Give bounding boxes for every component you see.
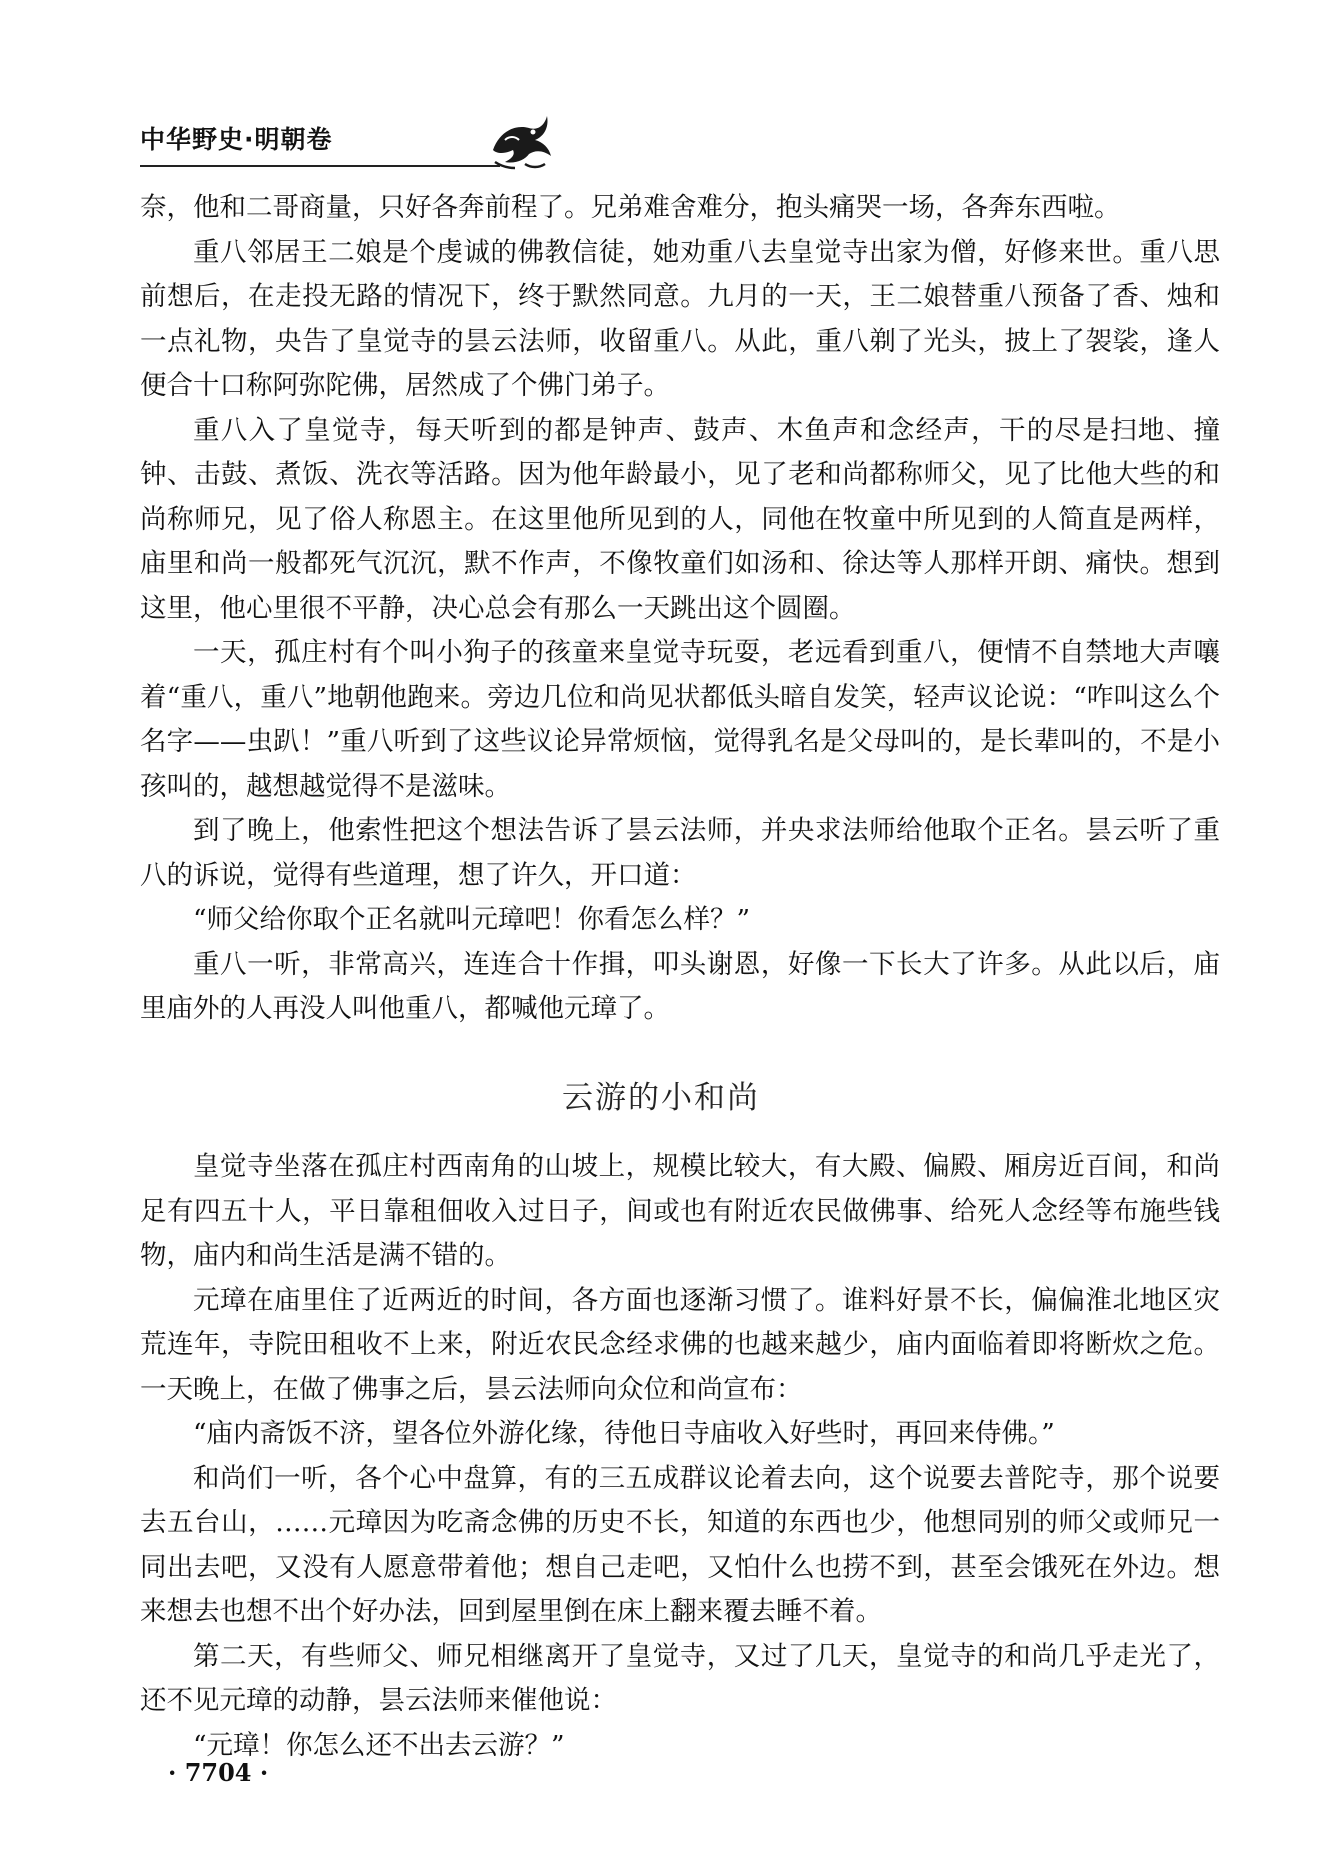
paragraph: 和尚们一听，各个心中盘算，有的三五成群议论着去向，这个说要去普陀寺，那个说要去五台山，……元璋因为吃斋念佛的历史不长，知道的东西也少，他想同别的师父或师兄一同出去吧，又没有人愿意带着他；想自己走吧，又怕什么也捞不到，甚至会饿死在外边。想来想去也想不出个好办法，回到屋里倒在床上翻来覆去睡不着。 [140, 1462, 1220, 1627]
paragraph: 重八入了皇觉寺，每天听到的都是钟声、鼓声、木鱼声和念经声，干的尽是扫地、撞钟、击鼓、煮饭、洗衣等活路。因为他年龄最小，见了老和尚都称师父，见了比他大些的和尚称师兄，见了俗人称恩主。在这里他所见到的人，同他在牧童中所见到的人简直是两样，庙里和尚一般都死气沉沉，默不作声，不像牧童们如汤和、徐达等人那样开朗、痛快。想到这里，他心里很不平静，决心总会有那么一天跳出这个圆圈。 [140, 414, 1220, 624]
paragraph: 到了晚上，他索性把这个想法告诉了昙云法师，并央求法师给他取个正名。昙云听了重八的诉说，觉得有些道理，想了许久，开口道： [140, 815, 1220, 891]
paragraph: 皇觉寺坐落在孤庄村西南角的山坡上，规模比较大，有大殿、偏殿、厢房近百间，和尚足有四五十人，平日靠租佃收入过日子，间或也有附近农民做佛事、给死人念经等布施些钱物，庙内和尚生活是满不错的。 [140, 1151, 1220, 1271]
page-header [140, 110, 560, 180]
paragraph: “师父给你取个正名就叫元璋吧！你看怎么样？” [193, 904, 751, 935]
book-title: 中华野史·明朝卷 [140, 125, 333, 154]
paragraph: 重八一听，非常高兴，连连合十作揖，叩头谢恩，好像一下长大了许多。从此以后，庙里庙外的人再没人叫他重八，都喊他元璋了。 [140, 948, 1220, 1024]
paragraph: “庙内斋饭不济，望各位外游化缘，待他日寺庙收入好些时，再回来侍佛。” [193, 1418, 1055, 1449]
paragraph: 一天，孤庄村有个叫小狗子的孩童来皇觉寺玩耍，老远看到重八，便情不自禁地大声嚷着“重八，重八”地朝他跑来。旁边几位和尚见状都低头暗自发笑，轻声议论说：“咋叫这么个名字——虫趴！”重八听到了这些议论异常烦恼，觉得乳名是父母叫的，是长辈叫的，不是小孩叫的，越想越觉得不是滋味。 [140, 637, 1220, 802]
paragraph: 重八邻居王二娘是个虔诚的佛教信徒，她劝重八去皇觉寺出家为僧，好修来世。重八思前想后，在走投无路的情况下，终于默然同意。九月的一天，王二娘替重八预备了香、烛和一点礼物，央告了皇觉寺的昙云法师，收留重八。从此，重八剃了光头，披上了袈裟，逢人便合十口称阿弥陀佛，居然成了个佛门弟子。 [140, 236, 1220, 401]
paragraph: 元璋在庙里住了近两近的时间，各方面也逐渐习惯了。谁料好景不长，偏偏淮北地区灾荒连年，寺院田租收不上来，附近农民念经求佛的也越来越少，庙内面临着即将断炊之危。一天晚上，在做了佛事之后，昙云法师向众位和尚宣布： [140, 1284, 1220, 1405]
paragraph: “元璋！你怎么还不出去云游？” [193, 1729, 565, 1761]
section-heading: 云游的小和尚 [562, 1080, 760, 1116]
page-number: · 7704 · [168, 1758, 269, 1787]
paragraph: 第二天，有些师父、师兄相继离开了皇觉寺，又过了几天，皇觉寺的和尚几乎走光了，还不见元璋的动静，昙云法师来催他说： [140, 1640, 1220, 1716]
header-rule [140, 165, 500, 167]
body-text-section-2 [140, 1145, 1220, 1768]
dragon-emblem-icon [485, 110, 555, 172]
paragraph: 奈，他和二哥商量，只好各奔前程了。兄弟难舍难分，抱头痛哭一场，各奔东西啦。 [140, 192, 1121, 223]
body-text-section-1 [140, 186, 1220, 1032]
